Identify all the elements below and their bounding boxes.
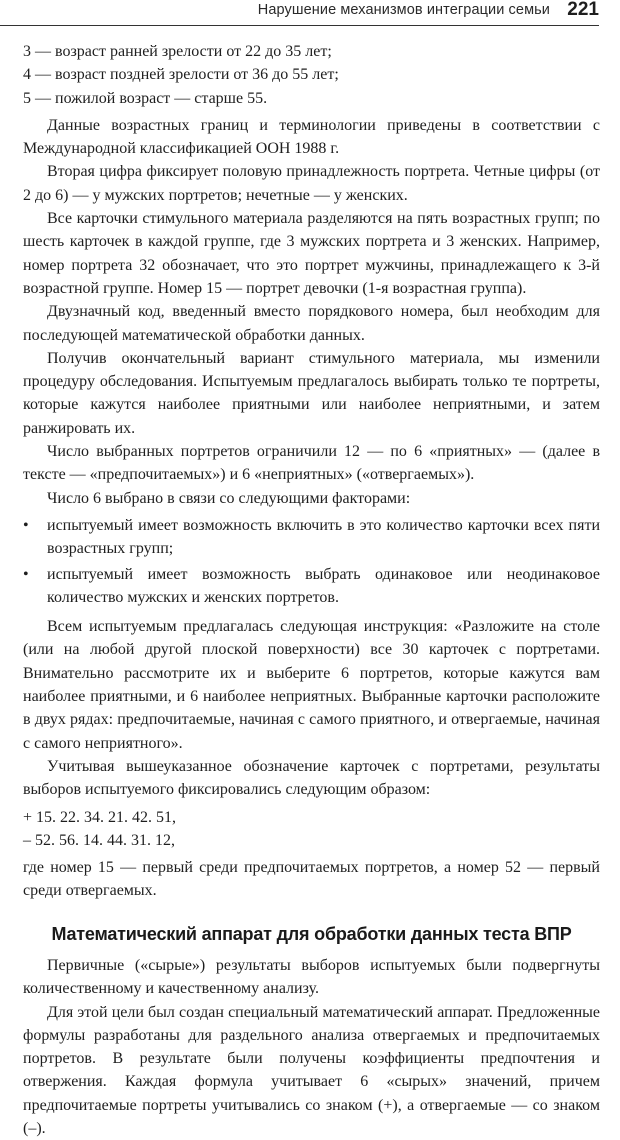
age-line: 3 — возраст ранней зрелости от 22 до 35 лет; <box>23 43 332 60</box>
paragraph: Вторая цифра фиксирует половую принадлежность портрета. Четные цифры (от 2 до 6) — у мужских портретов; нечетные — у женских. <box>23 163 600 204</box>
age-line: 4 — возраст поздней зрелости от 36 до 55 лет; <box>23 66 339 84</box>
formula-line: – 52. 56. 14. 44. 31. 12, <box>23 831 175 849</box>
paragraph: Двузначный код, введенный вместо порядкового номера, был необходим для последующей математической обработки данных. <box>23 303 600 344</box>
list-item: • испытуемый имеет возможность выбрать одинаковое или неодинаковое количество мужских и женских портретов. <box>23 563 600 610</box>
running-header-title: Нарушение механизмов интеграции семьи <box>257 2 550 18</box>
paragraph: где номер 15 — первый среди предпочитаемых портретов, а номер 52 — первый среди отвергаемых. <box>23 859 600 900</box>
paragraph: Данные возрастных границ и терминологии приведены в соответствии с Международной классификацией ООН 1988 г. <box>23 116 600 158</box>
paragraph: Для этой цели был создан специальный математический аппарат. Предложенные формулы разработаны для раздельного анализа отвергаемых и предпочитаемых портретов. В результате были получены коэффициенты предпочтения и отвержения. Каждая формула учитывает 6 «сырых» значений, причем предпочитаемые портреты учитывались со знаком (+), а отвергаемые — со знаком (–). <box>23 1003 600 1138</box>
paragraph: Учитывая вышеуказанное обозначение карточек с портретами, результаты выборов испытуемого фиксировались следующим образом: <box>23 757 600 799</box>
header-rule <box>0 25 599 26</box>
paragraph: Все карточки стимульного материала разделяются на пять возрастных групп; по шесть карточек в каждой группе, где 3 мужских портрета и 3 женских. Например, номер портрета 32 обозначает, что это портрет мужчины, принадлежащего к 3-й возрастной группе. Номер 15 — портрет девочки (1-я возрастная группа). <box>23 210 600 297</box>
formula-line: + 15. 22. 34. 21. 42. 51, <box>23 808 177 826</box>
section-heading: Математический аппарат для обработки данных теста ВПР <box>51 923 572 944</box>
paragraph: Первичные («сырые») результаты выборов испытуемых были подвергнуты количественному и качественному анализу. <box>23 956 600 998</box>
list-item: • испытуемый имеет возможность включить в это количество карточки всех пяти возрастных групп; <box>23 514 600 561</box>
page-number: 221 <box>567 0 599 20</box>
paragraph: Всем испытуемым предлагалась следующая инструкция: «Разложите на столе (или на любой другой плоской поверхности) все 30 карточек с портретами. Внимательно рассмотрите их и выберите 6 портретов, которые кажутся вам наиболее приятными, и 6 наиболее неприятных. Выбранные карточки расположите в двух рядах: предпочитаемые, начиная с самого приятного, и отвергаемые, начиная с самого неприятного». <box>23 618 600 752</box>
paragraph: Число 6 выбрано в связи со следующими факторами: <box>47 489 411 507</box>
factor-list <box>23 514 600 609</box>
age-line: 5 — пожилой возраст — старше 55. <box>23 89 268 107</box>
running-header <box>0 0 620 27</box>
paragraph: Получив окончательный вариант стимульного материала, мы изменили процедуру обследования. Испытуемым предлагалось выбирать только те портреты, которые кажутся наиболее приятными или наиболее неприятными, и затем ранжировать их. <box>23 349 600 437</box>
page-body <box>23 40 600 1140</box>
paragraph: Число выбранных портретов ограничили 12 — по 6 «приятных» — (далее в тексте — «предпочитаемых») и 6 «неприятных» («отвергаемых»). <box>23 443 600 484</box>
